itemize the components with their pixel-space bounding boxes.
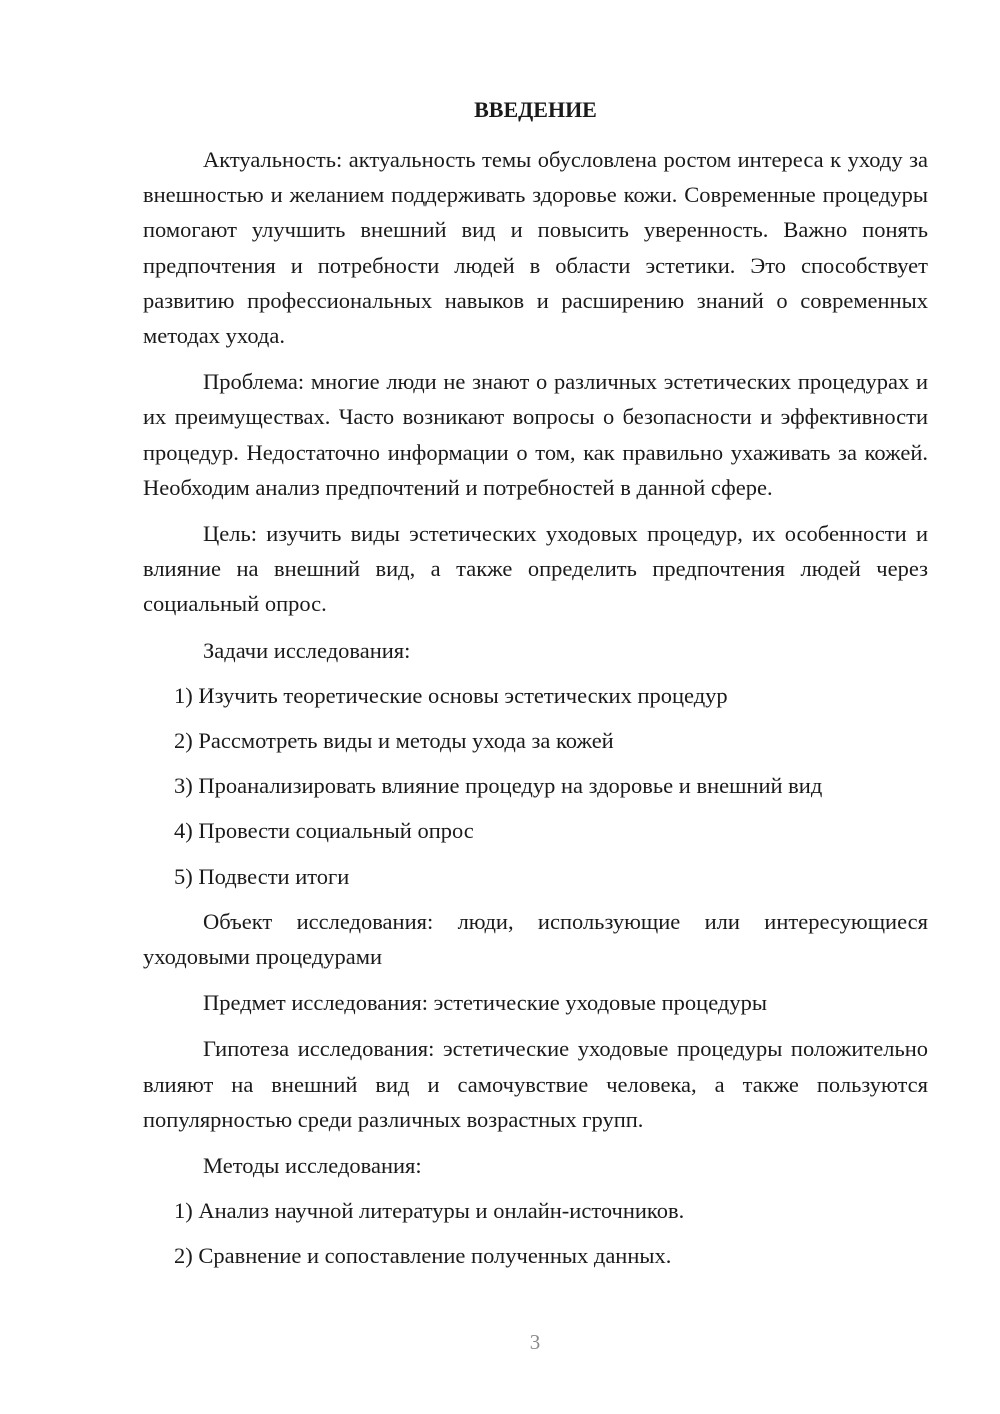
paragraph-methods-heading: Методы исследования:: [203, 1153, 422, 1179]
page-number: 3: [529, 1330, 541, 1354]
paragraph-relevance: Актуальность: актуальность темы обусловлена ростом интереса к уходу за внешностью и желанием поддерживать здоровье кожи. Современные процедуры помогают улучшить внешний вид и повысить уверенность. Важно понять предпочтения и потребности людей в области эстетики. Это способствует развитию профессиональных навыков и расширению знаний о современных методах ухода.: [143, 147, 928, 349]
list-item: 3) Проанализировать влияние процедур на здоровье и внешний вид: [174, 773, 823, 799]
list-item: 2) Сравнение и сопоставление полученных данных.: [174, 1243, 672, 1269]
paragraph-problem: Проблема: многие люди не знают о различных эстетических процедурах и их преимуществах. Часто возникают вопросы о безопасности и эффективности процедур. Недостаточно информации о том, как правильно ухаживать за кожей. Необходим анализ предпочтений и потребностей в данной сфере.: [143, 369, 928, 500]
paragraph-object: Объект исследования: люди, использующие или интересующиеся уходовыми процедурами: [143, 908, 928, 970]
methods-list: [143, 1193, 928, 1273]
tasks-list: [143, 678, 928, 894]
list-item: 2) Рассмотреть виды и методы ухода за кожей: [174, 728, 614, 754]
section-heading: ВВЕДЕНИЕ: [474, 97, 597, 122]
list-item: 1) Анализ научной литературы и онлайн-источников.: [174, 1198, 685, 1224]
paragraph-tasks-heading: Задачи исследования:: [203, 637, 411, 663]
paragraph-hypothesis: Гипотеза исследования: эстетические уходовые процедуры положительно влияют на внешний вид и самочувствие человека, а также пользуются популярностью среди различных возрастных групп.: [143, 1036, 928, 1132]
document-page: [143, 96, 928, 1284]
paragraph-goal: Цель: изучить виды эстетических уходовых процедур, их особенности и влияние на внешний вид, а также определить предпочтения людей через социальный опрос.: [143, 521, 928, 617]
paragraph-subject: Предмет исследования: эстетические уходовые процедуры: [203, 990, 767, 1016]
list-item: 1) Изучить теоретические основы эстетических процедур: [174, 682, 728, 708]
list-item: 5) Подвести итоги: [174, 863, 350, 889]
list-item: 4) Провести социальный опрос: [174, 818, 474, 844]
